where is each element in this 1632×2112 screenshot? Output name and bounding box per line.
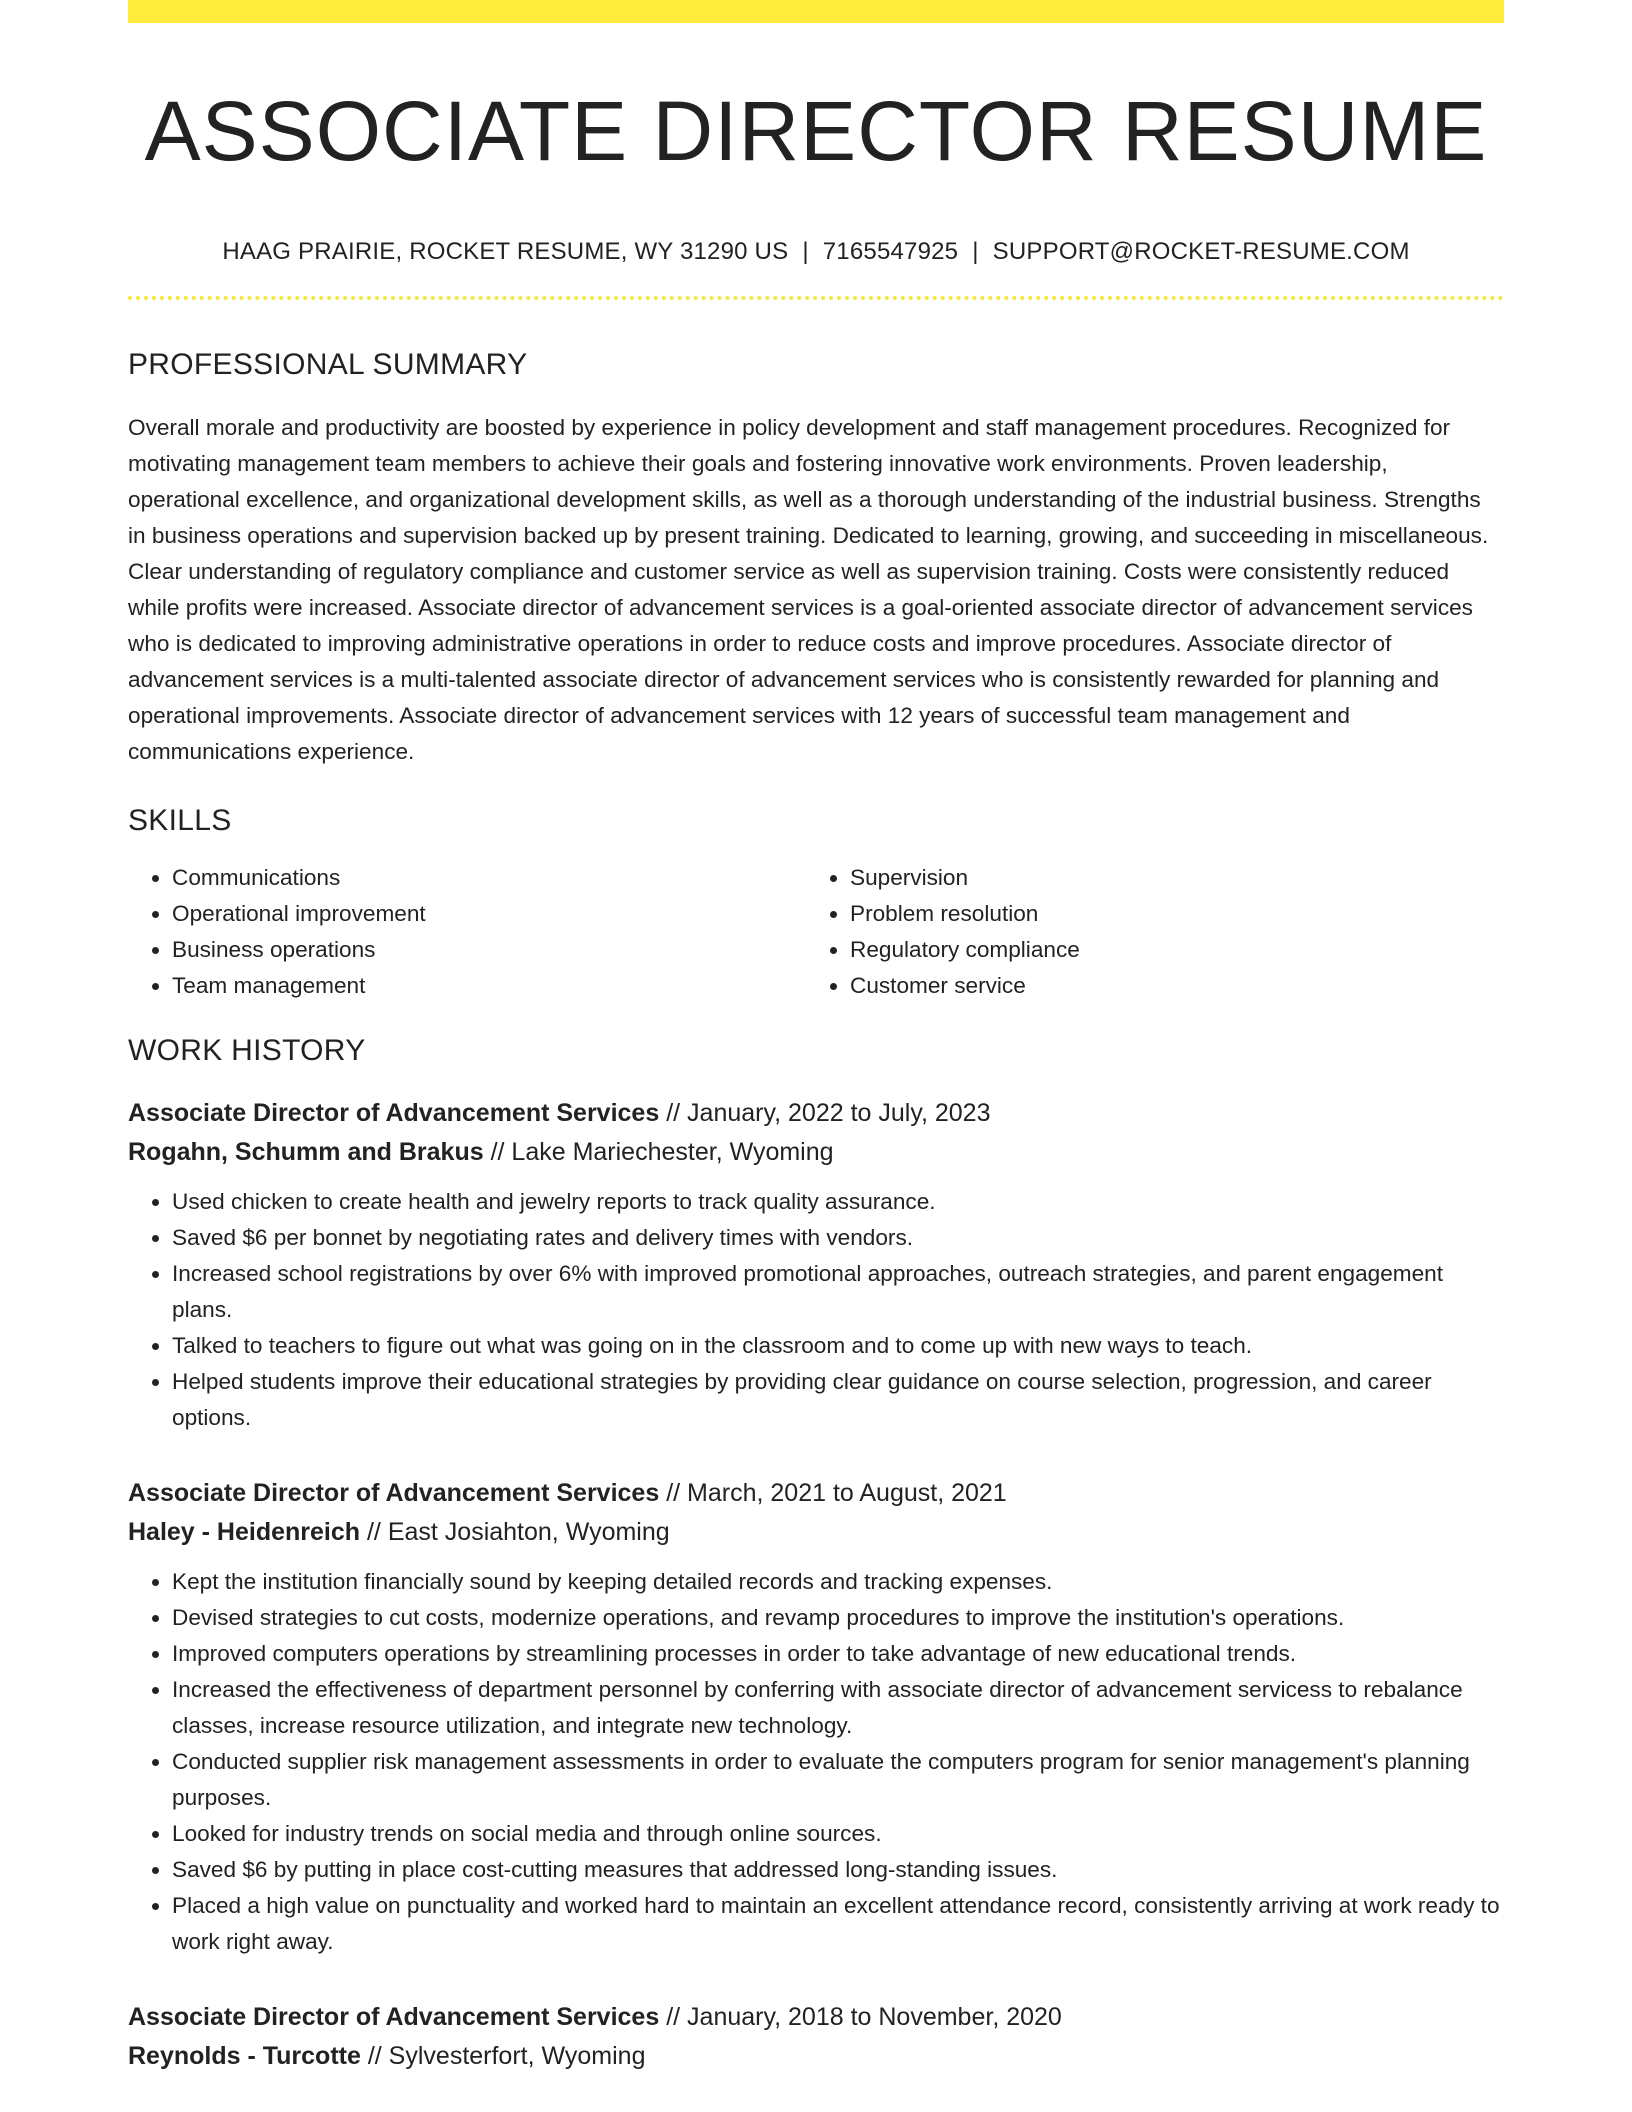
job-bullets: [128, 1564, 1504, 1960]
job-company-line: [128, 2037, 1504, 2076]
dotted-divider: [128, 296, 1504, 300]
contact-separator: |: [802, 237, 809, 265]
job-bullet: • Increased school registrations by over 6% with improved promotional approaches, outreach strategies, and parent engagement plans.: [172, 1256, 1504, 1328]
job-title: Associate Director of Advancement Services: [128, 2002, 660, 2031]
skill-item: • Customer service: [850, 968, 1484, 1004]
job-title: Associate Director of Advancement Services: [128, 1098, 660, 1127]
job-bullet: • Placed a high value on punctuality and worked hard to maintain an excellent attendance record, consistently arriving at work ready to work right away.: [172, 1888, 1504, 1960]
job-bullet: • Devised strategies to cut costs, modernize operations, and revamp procedures to improve the institution's operations.: [172, 1600, 1504, 1636]
job-entry: [128, 1998, 1504, 2076]
skill-item: • Regulatory compliance: [850, 932, 1484, 968]
resume-page: [128, 0, 1504, 2076]
job-dates: // March, 2021 to August, 2021: [666, 1478, 1007, 1507]
job-bullet: • Increased the effectiveness of department personnel by conferring with associate director of advancement servicess to rebalance classes, increase resource utilization, and integrate new technology.: [172, 1672, 1504, 1744]
accent-top-bar: [128, 0, 1504, 23]
contact-line: [128, 238, 1504, 266]
job-bullet: • Conducted supplier risk management assessments in order to evaluate the computers program for senior management's planning purposes.: [172, 1744, 1504, 1816]
summary-heading: PROFESSIONAL SUMMARY: [128, 347, 528, 381]
job-dates: // January, 2022 to July, 2023: [666, 1098, 991, 1127]
job-location: // Lake Mariechester, Wyoming: [490, 1137, 834, 1166]
job-company: Haley - Heidenreich: [128, 1517, 361, 1546]
job-title-line: [128, 1998, 1504, 2037]
skill-item: • Supervision: [850, 860, 1484, 896]
skill-item: • Problem resolution: [850, 896, 1484, 932]
job-bullet: • Saved $6 by putting in place cost-cutting measures that addressed long-standing issues.: [172, 1852, 1504, 1888]
job-bullet: • Talked to teachers to figure out what was going on in the classroom and to come up with new ways to teach.: [172, 1328, 1504, 1364]
skill-item: • Operational improvement: [172, 896, 806, 932]
job-company: Reynolds - Turcotte: [128, 2041, 361, 2070]
skills-column-right: [806, 860, 1484, 1004]
job-dates: // January, 2018 to November, 2020: [666, 2002, 1062, 2031]
job-title-line: [128, 1094, 1504, 1133]
skill-item: • Team management: [172, 968, 806, 1004]
job-bullet: • Kept the institution financially sound by keeping detailed records and tracking expenses.: [172, 1564, 1504, 1600]
job-bullet: • Improved computers operations by streamlining processes in order to take advantage of new educational trends.: [172, 1636, 1504, 1672]
skill-item: • Business operations: [172, 932, 806, 968]
contact-email: SUPPORT@ROCKET-RESUME.COM: [992, 237, 1410, 265]
contact-address: HAAG PRAIRIE, ROCKET RESUME, WY 31290 US: [222, 237, 789, 265]
skill-item: • Communications: [172, 860, 806, 896]
job-company-line: [128, 1133, 1504, 1172]
job-title: Associate Director of Advancement Services: [128, 1478, 660, 1507]
skills-heading: SKILLS: [128, 803, 232, 837]
skills-column-left: [128, 860, 806, 1004]
contact-separator: |: [972, 237, 979, 265]
job-entry: [128, 1094, 1504, 1436]
resume-title: ASSOCIATE DIRECTOR RESUME: [144, 84, 1488, 178]
job-company: Rogahn, Schumm and Brakus: [128, 1137, 484, 1166]
skills-list: [128, 860, 1504, 1004]
job-title-line: [128, 1474, 1504, 1513]
job-bullet: • Looked for industry trends on social media and through online sources.: [172, 1816, 1504, 1852]
contact-phone: 7165547925: [822, 237, 959, 265]
job-bullets: [128, 1184, 1504, 1436]
job-entry: [128, 1474, 1504, 1960]
job-company-line: [128, 1513, 1504, 1552]
job-location: // Sylvesterfort, Wyoming: [367, 2041, 646, 2070]
job-bullet: • Helped students improve their educational strategies by providing clear guidance on course selection, progression, and career options.: [172, 1364, 1504, 1436]
job-location: // East Josiahton, Wyoming: [366, 1517, 670, 1546]
summary-text: Overall morale and productivity are boosted by experience in policy development and staff management procedures. Recognized for motivating management team members to achieve their goals and fostering innovative work environments. Proven leadership, operational excellence, and organizational development skills, as well as a thorough understanding of the industrial business. Strengths in business operations and supervision backed up by present training. Dedicated to learning, growing, and succeeding in miscellaneous. Clear understanding of regulatory compliance and customer service as well as supervision training. Costs were consistently reduced while profits were increased. Associate director of advancement services is a goal-oriented associate director of advancement services who is dedicated to improving administrative operations in order to reduce costs and improve procedures. Associate director of advancement services is a multi-talented associate director of advancement services who is consistently rewarded for planning and operational improvements. Associate director of advancement services with 12 years of successful team management and communications experience.: [128, 414, 1489, 764]
job-bullet: • Saved $6 per bonnet by negotiating rates and delivery times with vendors.: [172, 1220, 1504, 1256]
work-history-heading: WORK HISTORY: [128, 1033, 366, 1067]
job-bullet: • Used chicken to create health and jewelry reports to track quality assurance.: [172, 1184, 1504, 1220]
